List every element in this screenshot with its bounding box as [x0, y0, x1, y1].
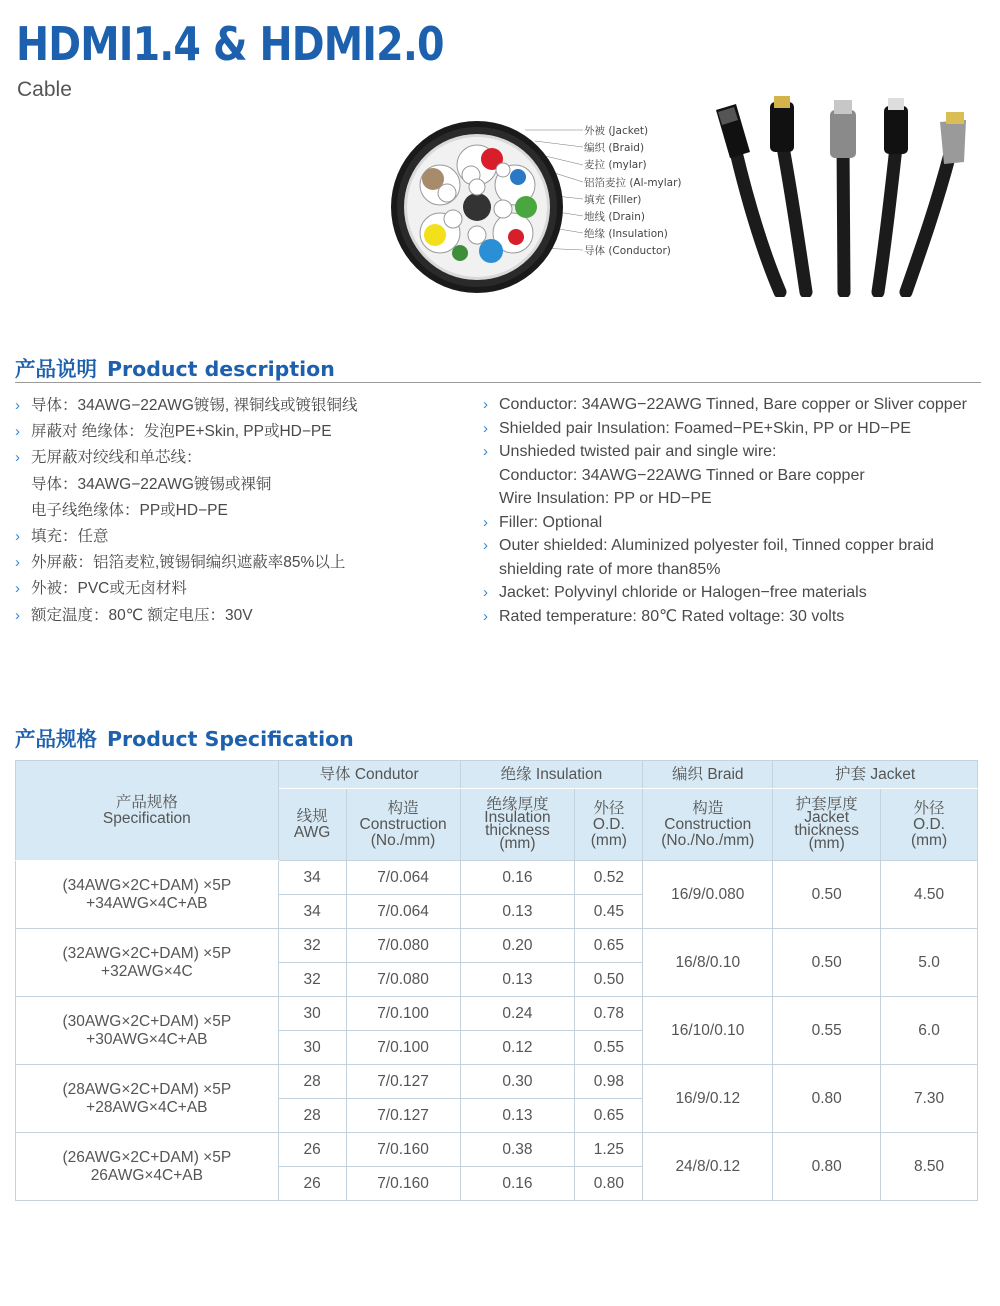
jacket-od-cell: 4.50 [881, 861, 978, 929]
specification-table [15, 760, 978, 1201]
insulation-thickness-cell: 0.24 [460, 997, 575, 1031]
chevron-right-icon: › [15, 580, 20, 598]
insulation-thickness-cell: 0.16 [460, 1167, 575, 1201]
insulation-thickness-cell: 0.13 [460, 1099, 575, 1133]
awg-cell: 32 [278, 929, 346, 963]
jacket-od-cell: 7.30 [881, 1065, 978, 1133]
description-list-en [483, 393, 967, 628]
construction-cell: 7/0.100 [346, 997, 460, 1031]
chevron-right-icon: › [483, 513, 488, 531]
chevron-right-icon: › [483, 443, 488, 460]
awg-cell: 34 [278, 861, 346, 895]
layer-label: 外被 (Jacket) [584, 125, 649, 137]
header-jacket-thickness: 护套厚度 Jacket thickness (mm) [773, 789, 881, 861]
insulation-thickness-cell: 0.20 [460, 929, 575, 963]
specification-section-title [15, 722, 354, 752]
hdmi-cables-photo [708, 92, 983, 297]
list-item: › Rated temperature: 80℃ Rated voltage: 30 volts [483, 605, 967, 629]
header-awg: 线规 AWG [278, 789, 346, 861]
header-jacket: 护套 Jacket [773, 761, 978, 789]
chevron-right-icon: › [15, 423, 20, 441]
awg-cell: 30 [278, 997, 346, 1031]
chevron-right-icon: › [15, 449, 20, 467]
description-title-en: Product description [107, 357, 335, 381]
insulation-od-cell: 1.25 [575, 1133, 643, 1167]
construction-cell: 7/0.160 [346, 1133, 460, 1167]
spec-name-cell: (26AWG×2C+DAM) ×5P 26AWG×4C+AB [16, 1133, 279, 1201]
table-row [16, 1065, 978, 1099]
header-braid-construction: 构造 Construction (No./No./mm) [643, 789, 773, 861]
list-item: 导体：34AWG−22AWG镀锡或裸铜 [31, 475, 272, 493]
construction-cell: 7/0.064 [346, 895, 460, 929]
list-item: Wire Insulation: PP or HD−PE [499, 490, 712, 507]
header-braid: 编织 Braid [643, 761, 773, 789]
braid-cell: 16/10/0.10 [643, 997, 773, 1065]
insulation-od-cell: 0.55 [575, 1031, 643, 1065]
list-item: › 外被：PVC或无卤材料 [15, 576, 358, 602]
insulation-od-cell: 0.45 [575, 895, 643, 929]
header-insulation: 绝缘 Insulation [460, 761, 643, 789]
insulation-od-cell: 0.50 [575, 963, 643, 997]
chevron-right-icon: › [483, 396, 488, 413]
list-item: › 导体：34AWG−22AWG镀锡, 裸铜线或镀银铜线 [15, 393, 358, 419]
chevron-right-icon: › [483, 584, 488, 601]
page-subtitle: Cable [17, 78, 72, 101]
list-item: Conductor: 34AWG−22AWG Tinned or Bare copper [499, 466, 865, 484]
jacket-thickness-cell: 0.80 [773, 1065, 881, 1133]
awg-cell: 32 [278, 963, 346, 997]
construction-cell: 7/0.160 [346, 1167, 460, 1201]
construction-cell: 7/0.064 [346, 861, 460, 895]
table-row [16, 929, 978, 963]
layer-label: 填充 (Filler) [584, 193, 642, 206]
insulation-thickness-cell: 0.16 [460, 861, 575, 895]
layer-label: 编织 (Braid) [584, 142, 645, 155]
cable-layer-legend [584, 123, 682, 261]
insulation-thickness-cell: 0.30 [460, 1065, 575, 1099]
insulation-od-cell: 0.98 [575, 1065, 643, 1099]
list-item: › 外屏蔽：铝箔麦粒,镀锡铜编织遮蔽率85%以上 [15, 550, 358, 576]
insulation-thickness-cell: 0.12 [460, 1031, 575, 1065]
awg-cell: 34 [278, 895, 346, 929]
header-insulation-thickness: 绝缘厚度 Insulation thickness (mm) [460, 789, 575, 861]
chevron-right-icon: › [483, 537, 488, 554]
description-section-title [15, 352, 335, 382]
braid-cell: 16/8/0.10 [643, 929, 773, 997]
awg-cell: 26 [278, 1133, 346, 1167]
description-list-zh [15, 393, 358, 629]
construction-cell: 7/0.080 [346, 929, 460, 963]
insulation-thickness-cell: 0.13 [460, 895, 575, 929]
spec-name-cell: (34AWG×2C+DAM) ×5P +34AWG×4C+AB [16, 861, 279, 929]
jacket-thickness-cell: 0.50 [773, 929, 881, 997]
awg-cell: 28 [278, 1099, 346, 1133]
header-construction: 构造 Construction (No./mm) [346, 789, 460, 861]
header-insulation-od: 外径 O.D. (mm) [575, 789, 643, 861]
list-item: › Shielded pair Insulation: Foamed−PE+Skin, PP or HD−PE [483, 417, 967, 441]
specification-title-zh: 产品规格 [15, 727, 97, 751]
list-item: › Filler: Optional [483, 511, 967, 535]
jacket-thickness-cell: 0.50 [773, 861, 881, 929]
layer-label: 导体 (Conductor) [584, 245, 671, 258]
chevron-right-icon: › [15, 527, 20, 545]
layer-label: 铝箔麦拉 (Al-mylar) [584, 176, 682, 189]
insulation-od-cell: 0.78 [575, 997, 643, 1031]
chevron-right-icon: › [15, 606, 20, 624]
list-item: › 无屏蔽对绞线和单芯线： [15, 445, 358, 471]
list-item: › Outer shielded: Aluminized polyester foil, Tinned copper braid [483, 534, 967, 558]
layer-label: 绝缘 (Insulation) [584, 228, 668, 241]
insulation-od-cell: 0.65 [575, 1099, 643, 1133]
header-conductor: 导体 Condutor [278, 761, 460, 789]
list-item: › 额定温度：80℃ 额定电压：30V [15, 603, 358, 629]
spec-name-cell: (28AWG×2C+DAM) ×5P +28AWG×4C+AB [16, 1065, 279, 1133]
table-row [16, 1133, 978, 1167]
list-item: › Jacket: Polyvinyl chloride or Halogen−free materials [483, 581, 967, 605]
list-item: › 填充：任意 [15, 524, 358, 550]
insulation-od-cell: 0.65 [575, 929, 643, 963]
table-row [16, 861, 978, 895]
list-item: › Conductor: 34AWG−22AWG Tinned, Bare copper or Sliver copper [483, 393, 967, 417]
chevron-right-icon: › [483, 607, 488, 625]
jacket-od-cell: 8.50 [881, 1133, 978, 1201]
chevron-right-icon: › [15, 397, 20, 414]
construction-cell: 7/0.100 [346, 1031, 460, 1065]
header-specification: 产品规格 Specification [16, 761, 279, 861]
awg-cell: 30 [278, 1031, 346, 1065]
braid-cell: 24/8/0.12 [643, 1133, 773, 1201]
braid-cell: 16/9/0.12 [643, 1065, 773, 1133]
construction-cell: 7/0.127 [346, 1099, 460, 1133]
list-item: 电子线绝缘体：PP或HD−PE [31, 501, 228, 519]
layer-label: 地线 (Drain) [584, 211, 645, 224]
section-divider [15, 382, 981, 383]
construction-cell: 7/0.080 [346, 963, 460, 997]
list-item: shielding rate of more than85% [499, 560, 721, 578]
awg-cell: 26 [278, 1167, 346, 1201]
table-row [16, 997, 978, 1031]
insulation-od-cell: 0.80 [575, 1167, 643, 1201]
awg-cell: 28 [278, 1065, 346, 1099]
header-jacket-od: 外径 O.D. (mm) [881, 789, 978, 861]
specification-title-en: Product Specification [107, 727, 354, 751]
list-item: › 屏蔽对 绝缘体：发泡PE+Skin, PP或HD−PE [15, 419, 358, 445]
insulation-od-cell: 0.52 [575, 861, 643, 895]
layer-label: 麦拉 (mylar) [584, 159, 647, 172]
braid-cell: 16/9/0.080 [643, 861, 773, 929]
jacket-od-cell: 6.0 [881, 997, 978, 1065]
list-item: › Unshieded twisted pair and single wire: [483, 440, 967, 464]
insulation-thickness-cell: 0.13 [460, 963, 575, 997]
construction-cell: 7/0.127 [346, 1065, 460, 1099]
chevron-right-icon: › [15, 554, 20, 572]
chevron-right-icon: › [483, 419, 488, 437]
jacket-od-cell: 5.0 [881, 929, 978, 997]
insulation-thickness-cell: 0.38 [460, 1133, 575, 1167]
spec-name-cell: (32AWG×2C+DAM) ×5P +32AWG×4C [16, 929, 279, 997]
spec-name-cell: (30AWG×2C+DAM) ×5P +30AWG×4C+AB [16, 997, 279, 1065]
description-title-zh: 产品说明 [15, 357, 97, 381]
jacket-thickness-cell: 0.55 [773, 997, 881, 1065]
page-title: HDMI1.4 & HDMI2.0 [16, 17, 444, 71]
jacket-thickness-cell: 0.80 [773, 1133, 881, 1201]
